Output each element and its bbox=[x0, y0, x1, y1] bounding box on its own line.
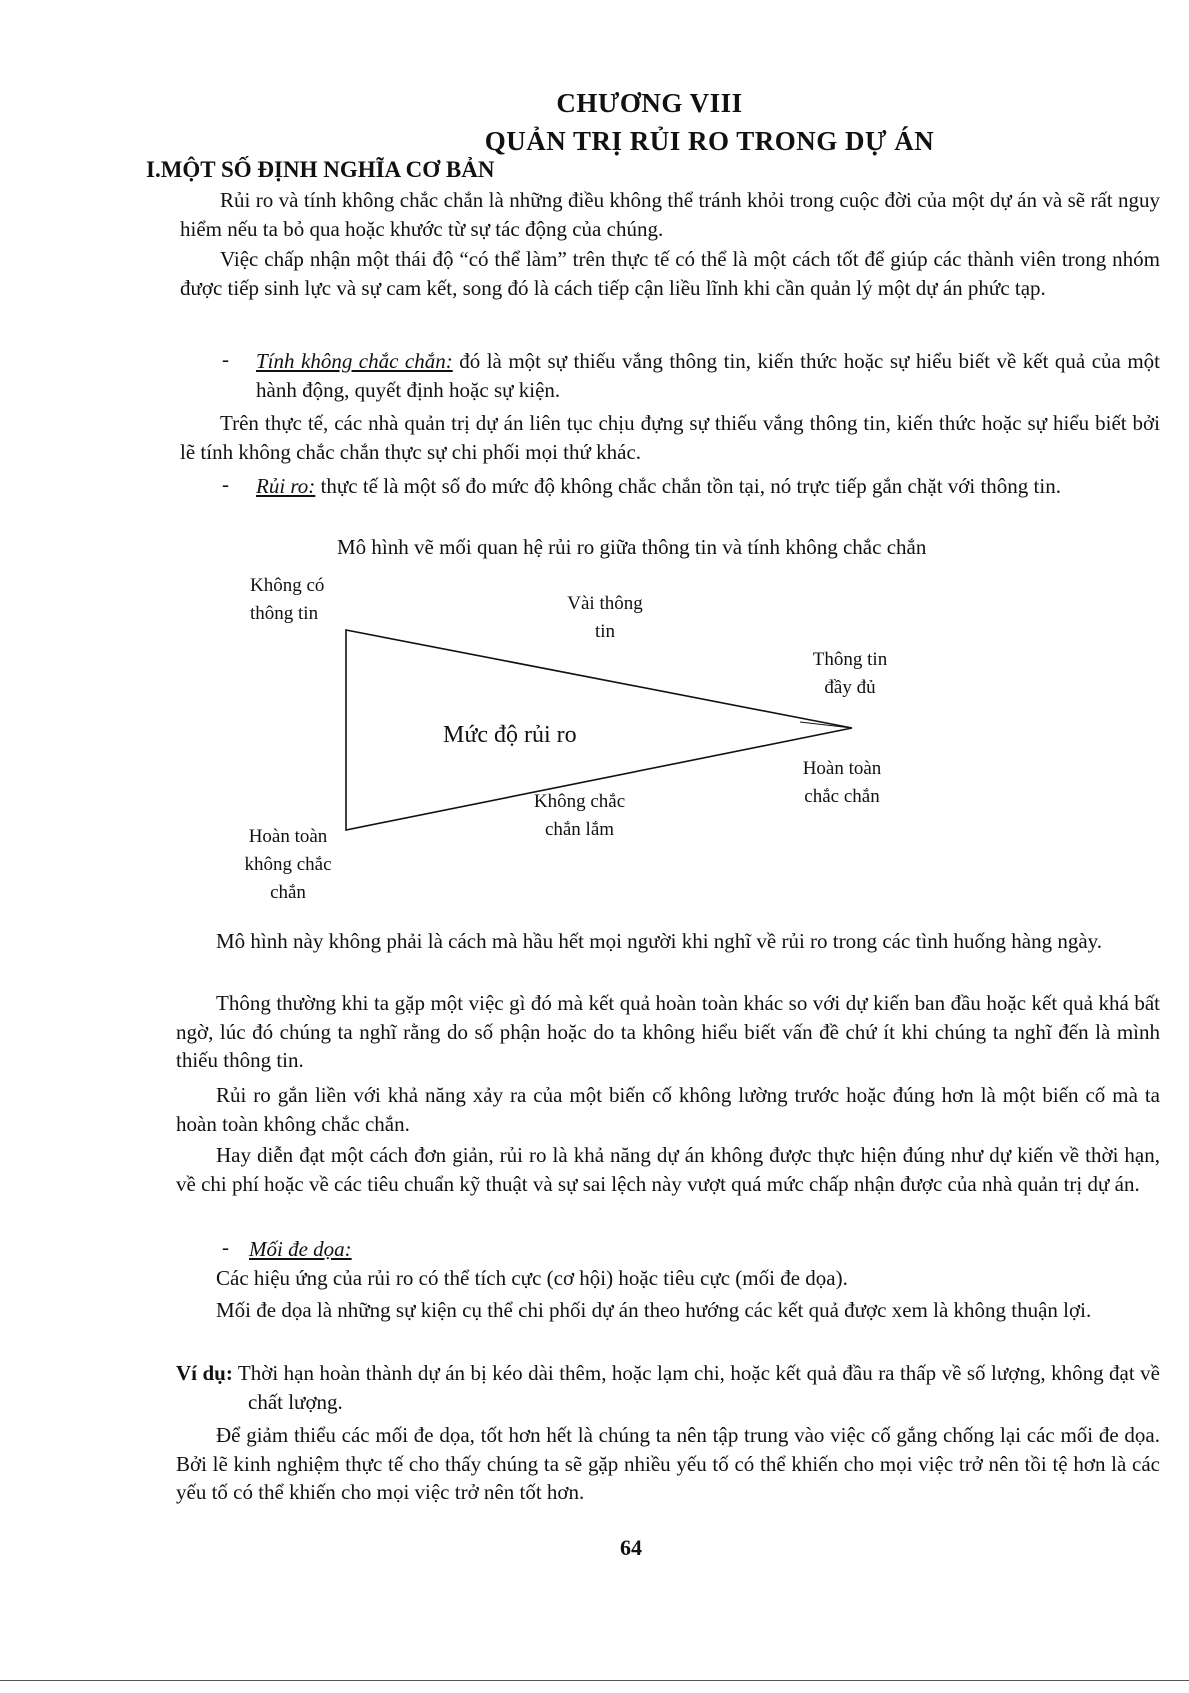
bullet-threat bbox=[249, 1235, 649, 1264]
diagram-caption: Mô hình vẽ mối quan hệ rủi ro giữa thông tin và tính không chắc chắn bbox=[337, 535, 927, 559]
example-label: Ví dụ: bbox=[176, 1361, 233, 1385]
paragraph-4: Mô hình này không phải là cách mà hầu hết mọi người khi nghĩ về rủi ro trong các tình huống hàng ngày. bbox=[216, 929, 1103, 953]
paragraph-5: Thông thường khi ta gặp một việc gì đó mà kết quả hoàn toàn khác so với dự kiến ban đầu hoặc kết quả khá bất ngờ, lúc đó chúng ta nghĩ rằng do số phận hoặc do ta không hiểu biết vấn đề chứ ít khi chúng ta nghĩ đến là mình thiếu thông tin. bbox=[176, 991, 1160, 1072]
paragraph-2: Việc chấp nhận một thái độ “có thể làm” trên thực tế có thể là một cách tốt để giúp các thành viên trong nhóm được tiếp sinh lực và sự cam kết, song đó là cách tiếp cận liều lĩnh khi cần quản lý một dự án phức tạp. bbox=[180, 247, 1160, 300]
paragraph-10: Để giảm thiểu các mối đe dọa, tốt hơn hết là chúng ta nên tập trung vào việc cố gắng chống lại các mối đe dọa. Bởi lẽ kinh nghiệm thực tế cho thấy chúng ta sẽ gặp nhiều yếu tố có thể khiến cho mọi việc trở nên tồi tệ hơn là các yếu tố có thể khiến cho mọi việc trở nên tốt hơn. bbox=[176, 1423, 1160, 1504]
chapter-title: QUẢN TRỊ RỦI RO TRONG DỰ ÁN bbox=[484, 126, 935, 156]
paragraph-9: Mối đe dọa là những sự kiện cụ thể chi phối dự án theo hướng các kết quả được xem là không thuận lợi. bbox=[216, 1298, 1092, 1322]
label-no-info: Không có thông tin bbox=[250, 575, 325, 624]
term-uncertainty: Tính không chắc chắn: bbox=[256, 349, 453, 373]
risk-definition: thực tế là một số đo mức độ không chắc chắn tồn tại, nó trực tiếp gắn chặt với thông tin. bbox=[315, 474, 1061, 498]
label-not-very-uncertain: Không chắc chắn lắm bbox=[533, 791, 626, 840]
paragraph-8: Các hiệu ứng của rủi ro có thể tích cực (cơ hội) hoặc tiêu cực (mối đe dọa). bbox=[216, 1266, 848, 1290]
chapter-number: CHƯƠNG VIII bbox=[556, 88, 743, 118]
section-heading: I.MỘT SỐ ĐỊNH NGHĨA CƠ BẢN bbox=[146, 157, 495, 182]
term-risk: Rủi ro: bbox=[256, 474, 316, 498]
label-some-info: Vài thông tin bbox=[567, 593, 643, 642]
label-fully-certain: Hoàn toàn chắc chắn bbox=[802, 758, 882, 807]
term-threat: Mối đe dọa: bbox=[249, 1237, 352, 1261]
label-risk-level: Mức độ rủi ro bbox=[443, 722, 577, 748]
bullet-dash: - bbox=[222, 1235, 229, 1259]
uncertainty-definition: đó là một sự thiếu vắng thông tin, kiến thức hoặc sự hiểu biết về kết quả của một hành động, quyết định hoặc sự kiện. bbox=[256, 349, 1160, 402]
page-number: 64 bbox=[620, 1535, 642, 1560]
paragraph-1: Rủi ro và tính không chắc chắn là những điều không thể tránh khỏi trong cuộc đời của một dự án và sẽ rất nguy hiểm nếu ta bỏ qua hoặc khước từ sự tác động của chúng. bbox=[180, 188, 1160, 241]
paragraph-7: Hay diễn đạt một cách đơn giản, rủi ro là khả năng dự án không được thực hiện đúng như dự kiến về thời hạn, về chi phí hoặc về các tiêu chuẩn kỹ thuật và sự sai lệch này vượt quá mức chấp nhận được của nhà quản trị dự án. bbox=[176, 1143, 1160, 1196]
example-text: Thời hạn hoàn thành dự án bị kéo dài thêm, hoặc lạm chi, hoặc kết quả đầu ra thấp về số lượng, không đạt về chất lượng. bbox=[232, 1361, 1160, 1414]
paragraph-3: Trên thực tế, các nhà quản trị dự án liên tục chịu đựng sự thiếu vắng thông tin, kiến thức hoặc sự hiểu biết bởi lẽ tính không chắc chắn thực sự chi phối mọi thứ khác. bbox=[180, 411, 1160, 464]
bullet-dash: - bbox=[222, 472, 229, 496]
bottom-border bbox=[0, 1680, 1189, 1681]
label-full-info: Thông tin đầy đủ bbox=[812, 649, 888, 698]
bullet-dash: - bbox=[222, 347, 229, 371]
paragraph-6: Rủi ro gắn liền với khả năng xảy ra của một biến cố không lường trước hoặc đúng hơn là một biến cố mà ta hoàn toàn không chắc chắn. bbox=[176, 1083, 1160, 1136]
example-paragraph bbox=[176, 1359, 1160, 1416]
label-fully-uncertain: Hoàn toàn không chắc chắn bbox=[244, 826, 332, 903]
